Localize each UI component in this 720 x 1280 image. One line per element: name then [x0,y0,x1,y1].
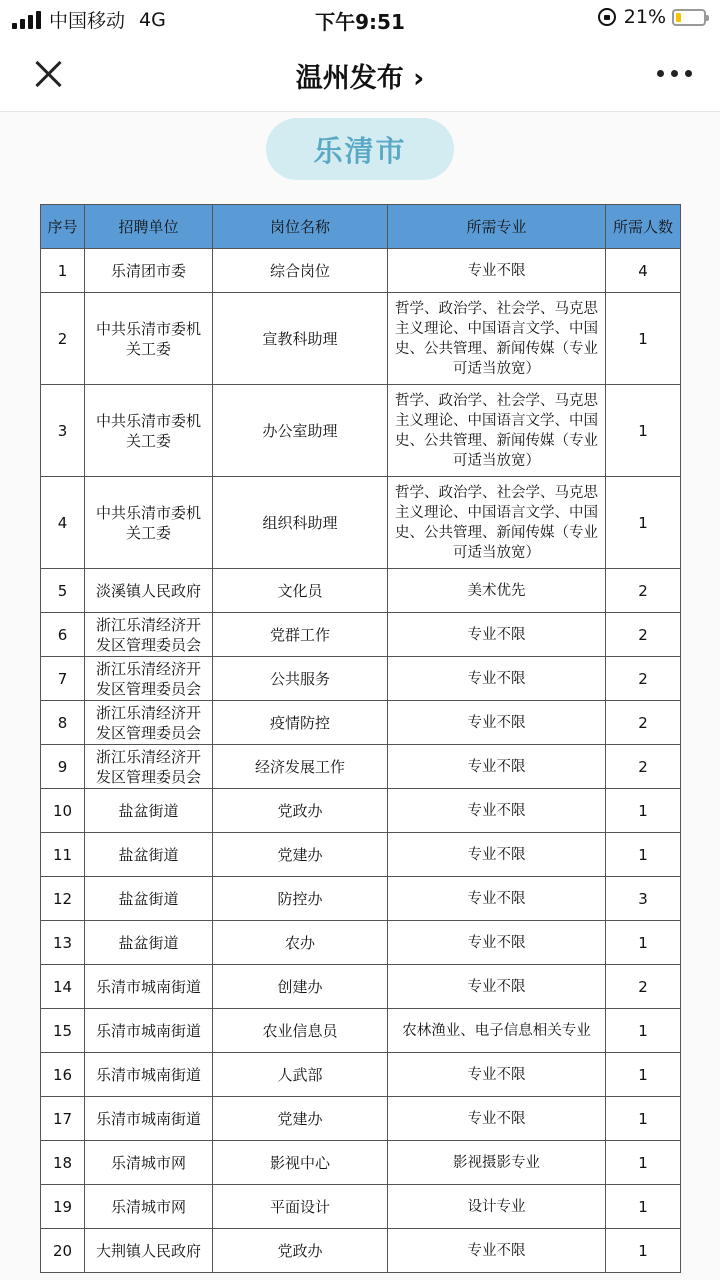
row-index: 7 [41,657,85,701]
row-employer: 盐盆街道 [85,877,213,921]
nav-title[interactable]: 温州发布 › [295,63,425,94]
row-employer: 大荆镇人民政府 [85,1229,213,1273]
row-index: 12 [41,877,85,921]
row-index: 11 [41,833,85,877]
article-content[interactable] [0,112,720,1280]
header-index: 序号 [41,205,85,249]
table-row [41,657,681,701]
row-index: 17 [41,1097,85,1141]
row-major: 设计专业 [388,1185,606,1229]
row-employer: 乐清团市委 [85,249,213,293]
row-index: 5 [41,569,85,613]
table-row [41,921,681,965]
table-body [41,249,681,1273]
header-count: 所需人数 [606,205,681,249]
row-major: 专业不限 [388,657,606,701]
row-major: 专业不限 [388,249,606,293]
table-row [41,477,681,569]
row-employer: 中共乐清市委机关工委 [85,385,213,477]
row-count: 1 [606,789,681,833]
city-label: 乐清市 [313,133,407,168]
table-row [41,293,681,385]
table-header-row [41,205,681,249]
more-icon[interactable] [657,70,692,77]
row-position: 宣教科助理 [213,293,388,385]
row-index: 10 [41,789,85,833]
row-position: 公共服务 [213,657,388,701]
header-employer: 招聘单位 [85,205,213,249]
row-index: 19 [41,1185,85,1229]
table-row [41,1097,681,1141]
row-employer: 盐盆街道 [85,789,213,833]
row-count: 1 [606,385,681,477]
table-row [41,1185,681,1229]
battery-percent: 21% [623,6,666,28]
table-row [41,385,681,477]
row-index: 8 [41,701,85,745]
row-position: 办公室助理 [213,385,388,477]
row-employer: 浙江乐清经济开发区管理委员会 [85,745,213,789]
row-employer: 乐清市城南街道 [85,1097,213,1141]
row-count: 2 [606,965,681,1009]
row-index: 16 [41,1053,85,1097]
row-major: 专业不限 [388,1053,606,1097]
row-position: 党政办 [213,789,388,833]
row-major: 专业不限 [388,965,606,1009]
row-position: 农业信息员 [213,1009,388,1053]
row-index: 9 [41,745,85,789]
row-index: 15 [41,1009,85,1053]
row-index: 4 [41,477,85,569]
row-employer: 浙江乐清经济开发区管理委员会 [85,657,213,701]
row-major: 哲学、政治学、社会学、马克思主义理论、中国语言文学、中国史、公共管理、新闻传媒（专业可适当放宽） [388,293,606,385]
table-row [41,613,681,657]
row-position: 创建办 [213,965,388,1009]
row-position: 文化员 [213,569,388,613]
row-count: 2 [606,613,681,657]
row-employer: 乐清城市网 [85,1141,213,1185]
row-count: 1 [606,921,681,965]
row-count: 1 [606,477,681,569]
carrier-label: 中国移动 [49,10,126,32]
table-row [41,833,681,877]
row-count: 1 [606,1053,681,1097]
row-employer: 乐清市城南街道 [85,1009,213,1053]
table-row [41,745,681,789]
table-row [41,1009,681,1053]
row-index: 18 [41,1141,85,1185]
row-employer: 乐清市城南街道 [85,1053,213,1097]
recruitment-table [40,204,681,1273]
row-employer: 淡溪镇人民政府 [85,569,213,613]
row-major: 专业不限 [388,745,606,789]
row-count: 1 [606,1009,681,1053]
row-employer: 中共乐清市委机关工委 [85,293,213,385]
clock: 下午9:51 [315,10,405,34]
row-position: 党群工作 [213,613,388,657]
row-index: 3 [41,385,85,477]
row-position: 疫情防控 [213,701,388,745]
row-employer: 乐清城市网 [85,1185,213,1229]
row-position: 经济发展工作 [213,745,388,789]
row-major: 美术优先 [388,569,606,613]
row-employer: 中共乐清市委机关工委 [85,477,213,569]
row-index: 20 [41,1229,85,1273]
row-major: 哲学、政治学、社会学、马克思主义理论、中国语言文学、中国史、公共管理、新闻传媒（专业可适当放宽） [388,385,606,477]
row-count: 1 [606,293,681,385]
row-count: 3 [606,877,681,921]
battery-icon [672,9,706,26]
row-count: 1 [606,1097,681,1141]
row-employer: 浙江乐清经济开发区管理委员会 [85,613,213,657]
row-count: 2 [606,701,681,745]
table-row [41,877,681,921]
row-position: 防控办 [213,877,388,921]
row-position: 人武部 [213,1053,388,1097]
row-index: 13 [41,921,85,965]
row-index: 14 [41,965,85,1009]
row-employer: 乐清市城南街道 [85,965,213,1009]
row-position: 党政办 [213,1229,388,1273]
row-major: 影视摄影专业 [388,1141,606,1185]
row-major: 专业不限 [388,613,606,657]
row-index: 6 [41,613,85,657]
row-employer: 盐盆街道 [85,833,213,877]
row-count: 2 [606,745,681,789]
table-row [41,789,681,833]
row-major: 专业不限 [388,1097,606,1141]
row-major: 专业不限 [388,701,606,745]
row-position: 影视中心 [213,1141,388,1185]
table-row [41,701,681,745]
row-count: 1 [606,1229,681,1273]
row-major: 专业不限 [388,921,606,965]
row-count: 2 [606,569,681,613]
row-count: 2 [606,657,681,701]
battery-fill [676,13,681,22]
table-row [41,965,681,1009]
row-position: 综合岗位 [213,249,388,293]
nav-bar [0,36,720,112]
status-right [598,6,706,28]
row-major: 哲学、政治学、社会学、马克思主义理论、中国语言文学、中国史、公共管理、新闻传媒（专业可适当放宽） [388,477,606,569]
row-count: 1 [606,833,681,877]
table-row [41,1141,681,1185]
row-position: 组织科助理 [213,477,388,569]
network-label: 4G [139,8,166,31]
row-major: 专业不限 [388,833,606,877]
rotation-lock-icon [598,8,616,26]
row-employer: 盐盆街道 [85,921,213,965]
row-index: 2 [41,293,85,385]
row-major: 农林渔业、电子信息相关专业 [388,1009,606,1053]
row-index: 1 [41,249,85,293]
table-row [41,569,681,613]
row-count: 1 [606,1185,681,1229]
row-position: 党建办 [213,1097,388,1141]
table-row [41,249,681,293]
table-row [41,1053,681,1097]
status-bar [0,0,720,36]
row-major: 专业不限 [388,877,606,921]
header-major: 所需专业 [388,205,606,249]
row-count: 1 [606,1141,681,1185]
city-banner [266,118,454,180]
row-major: 专业不限 [388,1229,606,1273]
row-position: 农办 [213,921,388,965]
header-position: 岗位名称 [213,205,388,249]
row-count: 4 [606,249,681,293]
row-position: 党建办 [213,833,388,877]
row-major: 专业不限 [388,789,606,833]
row-position: 平面设计 [213,1185,388,1229]
table-row [41,1229,681,1273]
row-employer: 浙江乐清经济开发区管理委员会 [85,701,213,745]
